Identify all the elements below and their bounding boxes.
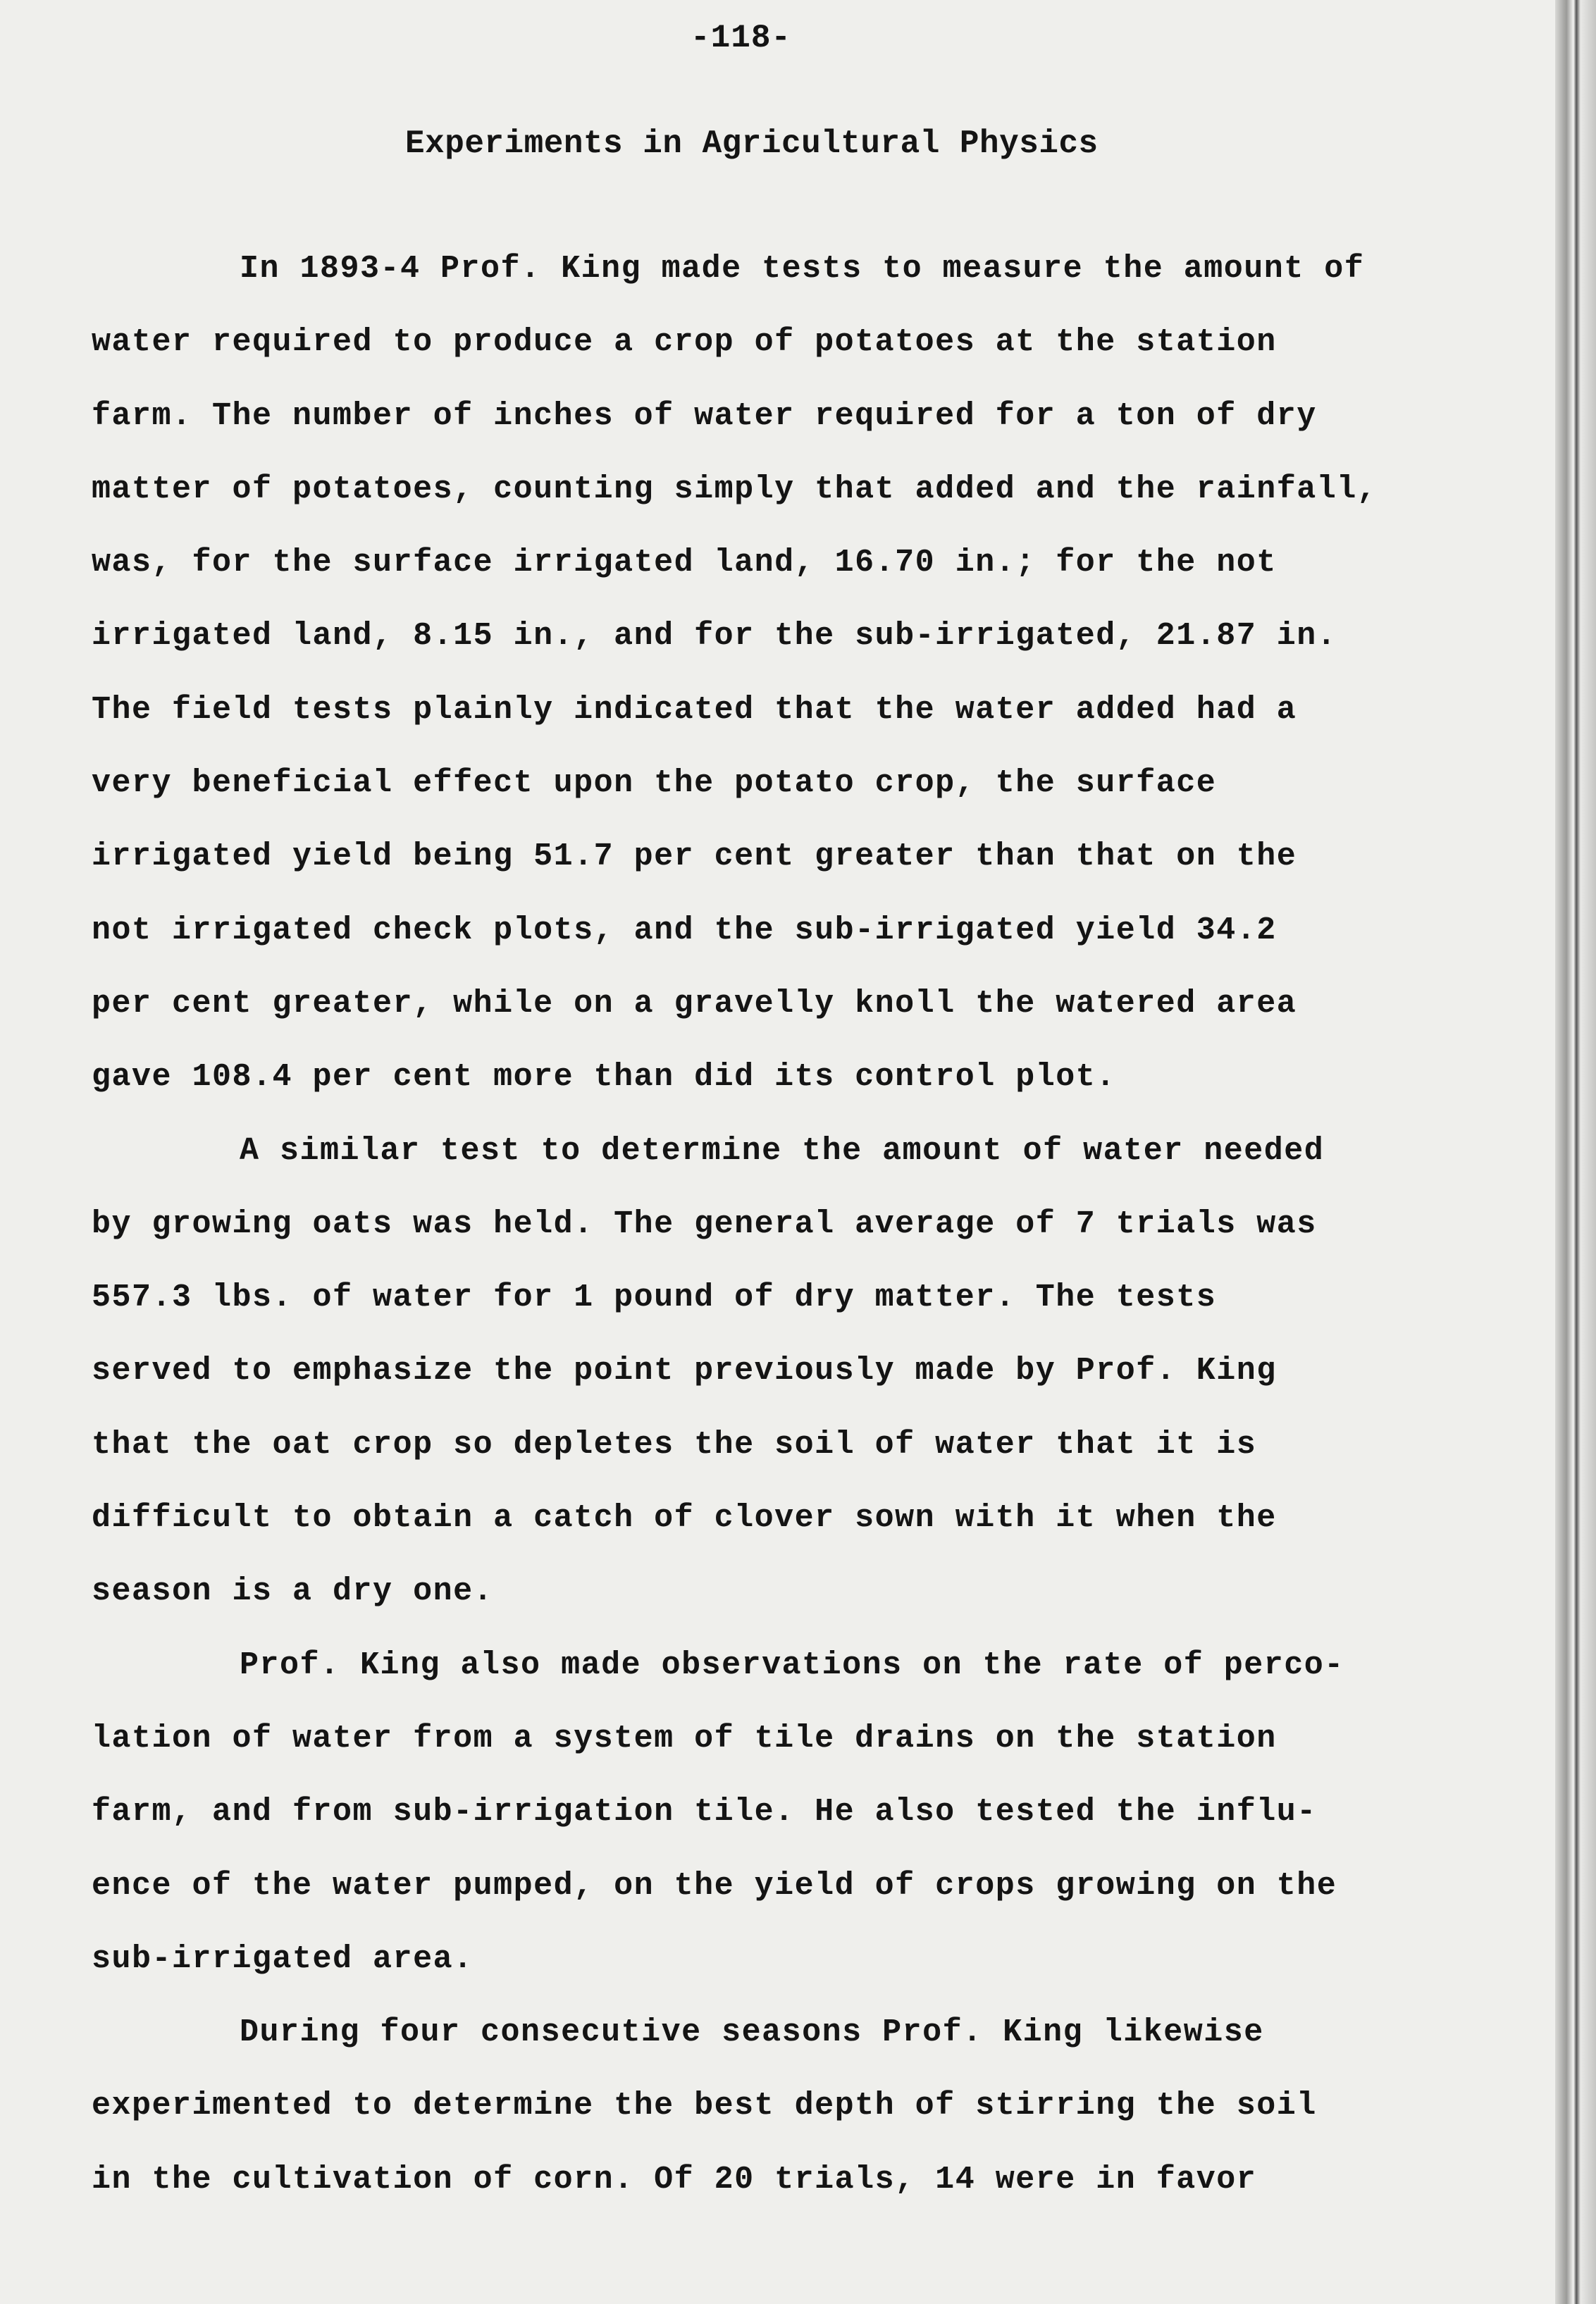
text-line: season is a dry one. <box>92 1573 494 1610</box>
text-line: that the oat crop so depletes the soil of water that it is <box>92 1426 1257 1463</box>
text-line: A similar test to determine the amount of water needed <box>240 1132 1325 1169</box>
text-line: farm. The number of inches of water required for a ton of dry <box>92 397 1317 434</box>
text-line: In 1893-4 Prof. King made tests to measure the amount of <box>240 251 1365 287</box>
text-line: The field tests plainly indicated that the water added had a <box>92 691 1297 728</box>
text-line: sub-irrigated area. <box>92 1940 474 1977</box>
text-line: by growing oats was held. The general average of 7 trials was <box>92 1206 1317 1242</box>
body-text <box>92 233 1430 2217</box>
page-number: -118- <box>691 20 792 56</box>
text-line: served to emphasize the point previously made by Prof. King <box>92 1353 1277 1389</box>
text-line: experimented to determine the best depth of stirring the soil <box>92 2088 1317 2124</box>
text-line: in the cultivation of corn. Of 20 trials, 14 were in favor <box>92 2161 1257 2198</box>
text-line: lation of water from a system of tile drains on the station <box>92 1720 1277 1757</box>
text-line: irrigated land, 8.15 in., and for the sub-irrigated, 21.87 in. <box>92 618 1337 655</box>
page-title: Experiments in Agricultural Physics <box>405 125 1099 162</box>
page-binding-edge <box>1555 0 1596 2304</box>
text-line: was, for the surface irrigated land, 16.70 in.; for the not <box>92 545 1277 581</box>
text-line: gave 108.4 per cent more than did its control plot. <box>92 1059 1116 1096</box>
text-line: 557.3 lbs. of water for 1 pound of dry matter. The tests <box>92 1280 1217 1316</box>
text-line: water required to produce a crop of potatoes at the station <box>92 324 1277 361</box>
text-line: ence of the water pumped, on the yield of crops growing on the <box>92 1867 1337 1904</box>
text-line: not irrigated check plots, and the sub-irrigated yield 34.2 <box>92 912 1277 948</box>
text-line: very beneficial effect upon the potato crop, the surface <box>92 765 1217 802</box>
text-line: per cent greater, while on a gravelly knoll the watered area <box>92 985 1297 1022</box>
text-line: irrigated yield being 51.7 per cent greater than that on the <box>92 838 1297 875</box>
text-line: During four consecutive seasons Prof. King likewise <box>240 2014 1264 2051</box>
text-line: Prof. King also made observations on the rate of perco- <box>240 1647 1344 1683</box>
text-line: farm, and from sub-irrigation tile. He also tested the influ- <box>92 1794 1317 1831</box>
text-line: matter of potatoes, counting simply that added and the rainfall, <box>92 471 1378 507</box>
text-line: difficult to obtain a catch of clover sown with it when the <box>92 1500 1277 1537</box>
